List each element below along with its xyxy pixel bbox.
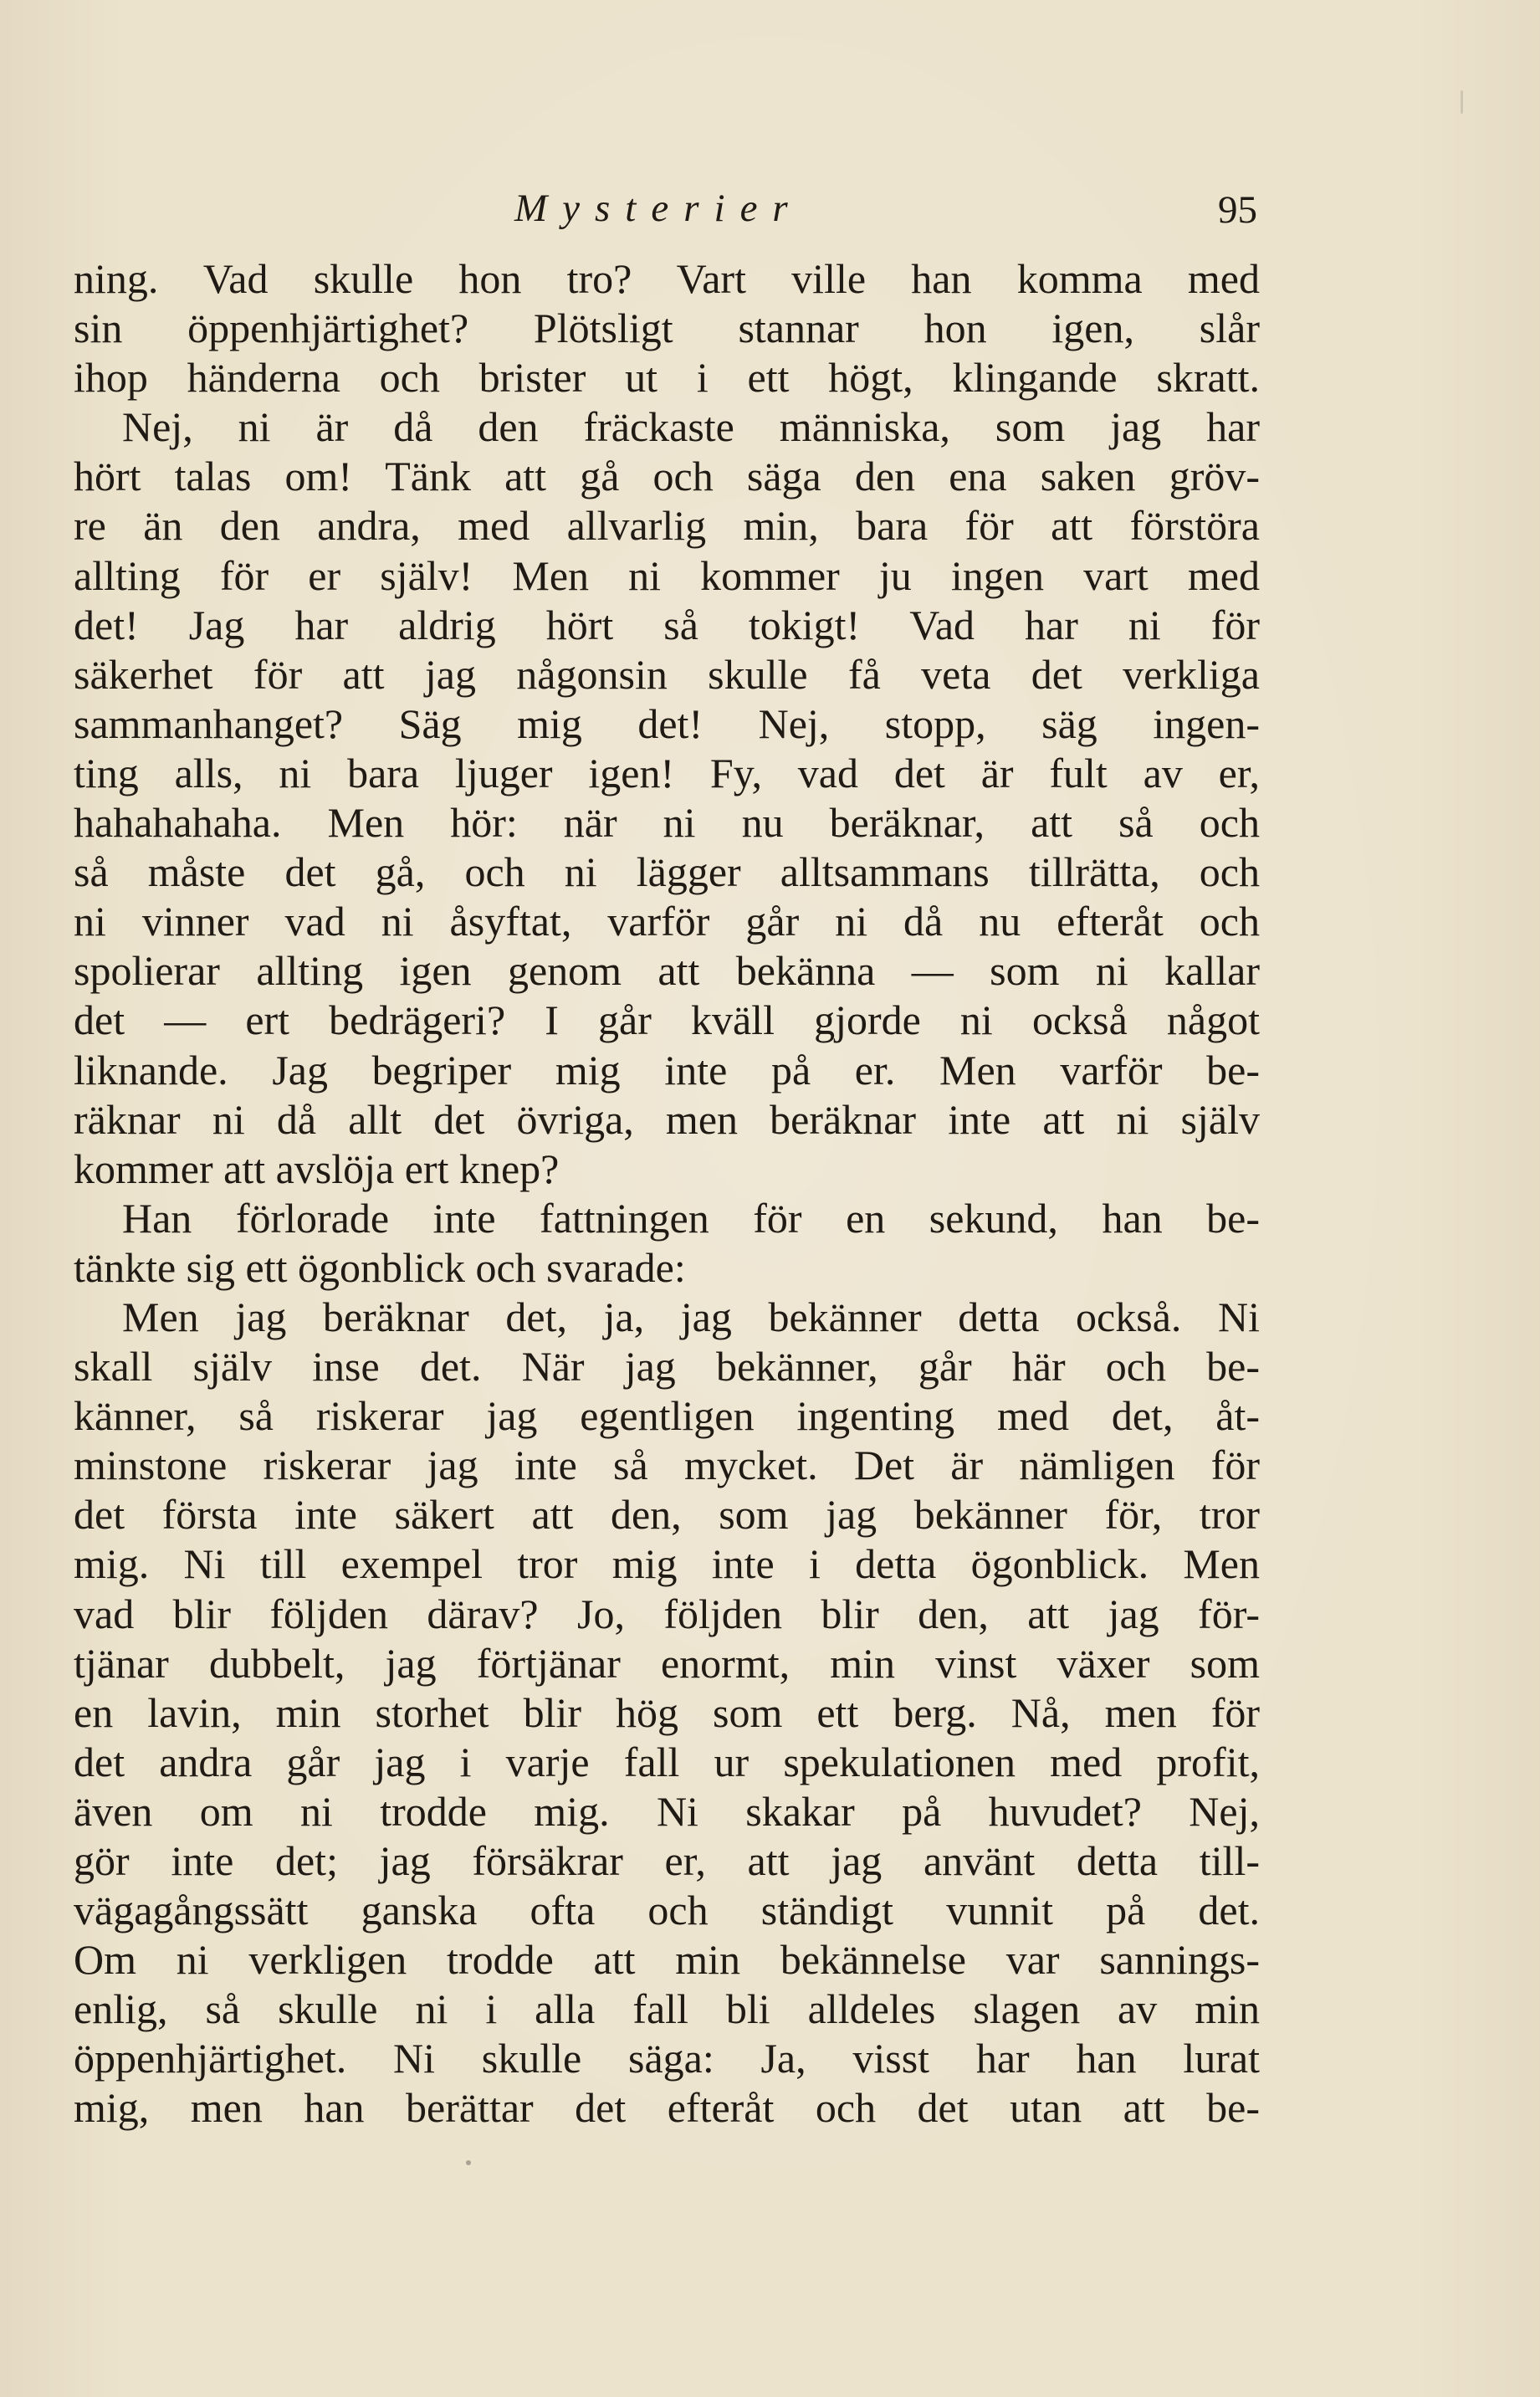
text-line: säkerhet för att jag någonsin skulle få veta det verkliga (74, 650, 1260, 698)
text-line: re än den andra, med allvarlig min, bara för att förstöra (74, 502, 1260, 550)
text-line: gör inte det; jag försäkrar er, att jag använt detta till- (74, 1837, 1260, 1884)
text-line: enlig, så skulle ni i alla fall bli alldeles slagen av min (74, 1985, 1260, 2033)
text-line: tjänar dubbelt, jag förtjänar enormt, min vinst växer som (74, 1639, 1260, 1687)
text-line: räknar ni då allt det övriga, men beräknar inte att ni själv (74, 1095, 1260, 1143)
text-line: det! Jag har aldrig hört så tokigt! Vad har ni för (74, 601, 1260, 648)
text-line: öppenhjärtighet. Ni skulle säga: Ja, visst har han lurat (74, 2035, 1260, 2082)
paper-mark (1461, 90, 1463, 114)
text-line: mig, men han berättar det efteråt och det utan att be- (74, 2084, 1260, 2132)
text-line: ting alls, ni bara ljuger igen! Fy, vad det är fult av er, (74, 749, 1260, 796)
paper-speck (466, 2160, 471, 2165)
text-line: även om ni trodde mig. Ni skakar på huvudet? Nej, (74, 1787, 1260, 1835)
page-header (75, 186, 1264, 236)
text-line: allting för er själv! Men ni kommer ju ingen vart med (74, 551, 1260, 599)
body-text (74, 254, 1260, 2133)
text-line: skall själv inse det. När jag bekänner, går här och be- (74, 1343, 1260, 1391)
page-number: 95 (1218, 188, 1257, 232)
text-line: spolierar allting igen genom att bekänna — som ni kallar (74, 947, 1260, 995)
text-line: det — ert bedrägeri? I går kväll gjorde ni också något (74, 996, 1260, 1044)
text-line: Men jag beräknar det, ja, jag bekänner detta också. Ni (122, 1293, 1260, 1340)
text-line: Han förlorade inte fattningen för en sekund, han be- (122, 1194, 1260, 1242)
text-line: vad blir följden därav? Jo, följden blir den, att jag för- (74, 1590, 1260, 1637)
text-line: ning. Vad skulle hon tro? Vart ville han komma med (74, 255, 1260, 302)
text-line: ni vinner vad ni åsyftat, varför går ni då nu efteråt och (74, 898, 1260, 945)
text-line: mig. Ni till exempel tror mig inte i detta ögonblick. Men (74, 1540, 1260, 1588)
text-line: Nej, ni är då den fräckaste människa, som jag har (122, 403, 1260, 451)
text-line: sin öppenhjärtighet? Plötsligt stannar hon igen, slår (74, 305, 1260, 352)
text-line: vägagångssätt ganska ofta och ständigt vunnit på det. (74, 1887, 1260, 1934)
running-title: Mysterier (514, 187, 803, 230)
text-line: ihop händerna och brister ut i ett högt, klingande skratt. (74, 354, 1260, 402)
text-line: hört talas om! Tänk att gå och säga den ena saken gröv- (74, 453, 1260, 500)
text-line: kommer att avslöja ert knep? (74, 1145, 560, 1192)
text-line: känner, så riskerar jag egentligen ingenting med det, åt- (74, 1392, 1260, 1440)
text-line: Om ni verkligen trodde att min bekännelse var sannings- (74, 1936, 1260, 1984)
text-line: det andra går jag i varje fall ur spekulationen med profit, (74, 1738, 1260, 1785)
text-line: liknande. Jag begriper mig inte på er. Men varför be- (74, 1046, 1260, 1094)
text-line: en lavin, min storhet blir hög som ett berg. Nå, men för (74, 1688, 1260, 1736)
text-line: så måste det gå, och ni lägger alltsammans tillrätta, och (74, 848, 1260, 896)
text-line: tänkte sig ett ögonblick och svarade: (74, 1243, 686, 1291)
text-line: hahahahaha. Men hör: när ni nu beräknar, att så och (74, 799, 1260, 847)
text-line: sammanhanget? Säg mig det! Nej, stopp, säg ingen- (74, 699, 1260, 747)
text-line: det första inte säkert att den, som jag bekänner för, tror (74, 1491, 1260, 1539)
text-line: minstone riskerar jag inte så mycket. Det är nämligen för (74, 1442, 1260, 1489)
